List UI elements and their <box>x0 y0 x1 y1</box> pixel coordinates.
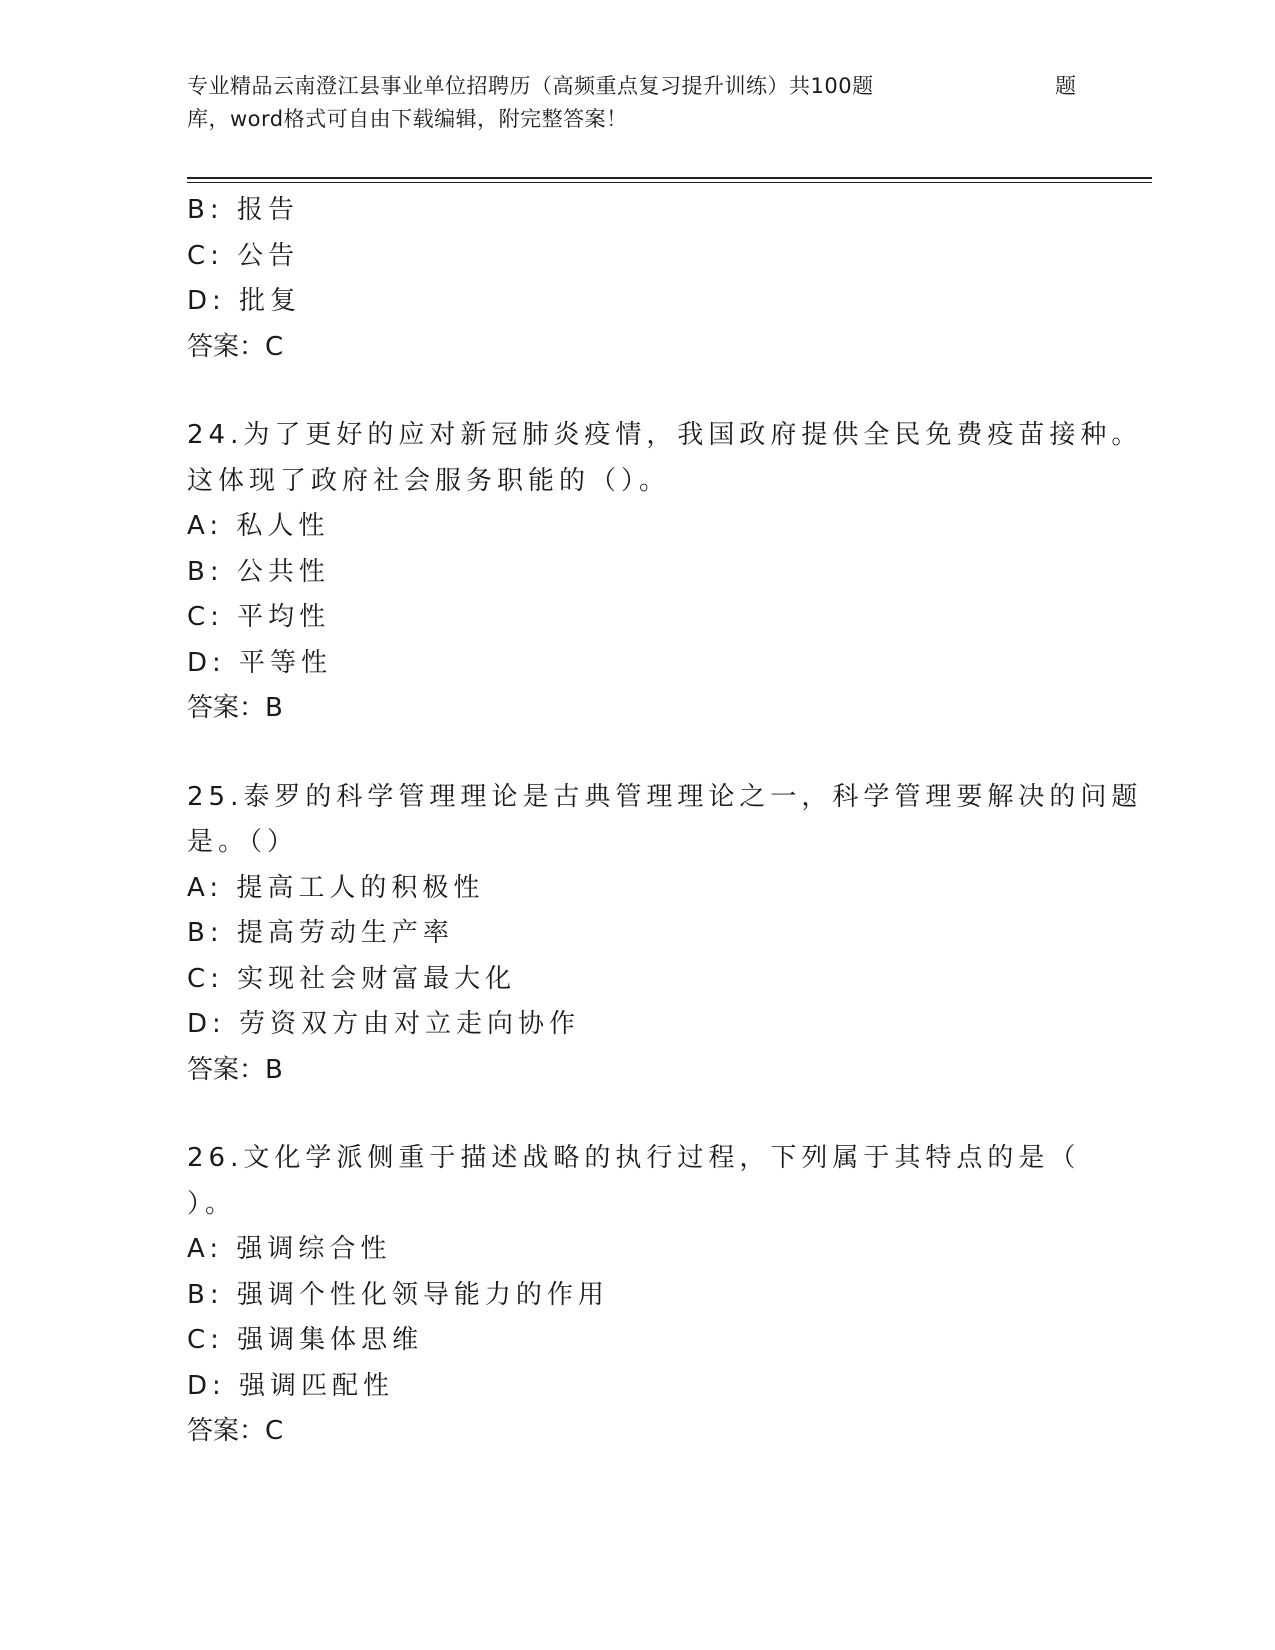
option-b: B: 报告 <box>187 195 299 225</box>
answer-line: 答案：C <box>187 331 284 362</box>
header-title-tail: 题 <box>1055 74 1077 98</box>
question-stem-line-1: 25.泰罗的科学管理理论是古典管理理论之一，科学管理要解决的问题 <box>187 781 1143 812</box>
option-d: D: 平等性 <box>187 647 333 678</box>
option-d: D: 劳资双方由对立走向协作 <box>187 1009 581 1039</box>
question-stem-line-2: 是。（） <box>187 827 299 857</box>
option-c: C: 公告 <box>187 240 300 271</box>
header-divider-thick <box>187 177 1152 179</box>
answer-line: 答案：C <box>187 1416 284 1446</box>
question-spacer <box>187 732 1147 775</box>
answer-line: 答案：B <box>187 1054 283 1085</box>
header-divider-thin <box>187 182 1152 183</box>
option-a: A: 强调综合性 <box>187 1234 392 1264</box>
question-stem-line-2: ）。 <box>187 1188 237 1219</box>
answer-line: 答案：B <box>187 693 283 723</box>
header-title-text: 专业精品云南澄江县事业单位招聘历（高频重点复习提升训练）共100题 <box>187 74 874 98</box>
option-d: D: 批复 <box>187 286 302 316</box>
question-stem-line-2: 这体现了政府社会服务职能的（）。 <box>187 465 671 496</box>
question-spacer <box>187 370 1147 413</box>
option-a: A: 提高工人的积极性 <box>187 872 485 903</box>
question-spacer <box>187 1093 1147 1136</box>
option-b: B: 强调个性化领导能力的作用 <box>187 1279 609 1310</box>
header-title-line-1 <box>187 70 1087 103</box>
option-c: C: 实现社会财富最大化 <box>187 963 517 994</box>
header-title-line-2: 库，word格式可自由下载编辑，附完整答案！ <box>187 107 628 131</box>
question-23-remainder <box>187 188 1147 370</box>
question-stem-line-1: 26.文化学派侧重于描述战略的执行过程，下列属于其特点的是（ <box>187 1143 1081 1173</box>
question-25 <box>187 775 1147 1094</box>
question-24 <box>187 413 1147 732</box>
option-c: C: 平均性 <box>187 602 331 632</box>
option-d: D: 强调匹配性 <box>187 1370 395 1401</box>
question-stem-line-1: 24.为了更好的应对新冠肺炎疫情，我国政府提供全民免费疫苗接种。 <box>187 420 1143 450</box>
option-b: B: 公共性 <box>187 556 330 587</box>
document-body <box>187 188 1147 1455</box>
page-header <box>187 70 1087 136</box>
option-a: A: 私人性 <box>187 511 330 541</box>
option-b: B: 提高劳动生产率 <box>187 918 454 948</box>
question-26 <box>187 1136 1147 1455</box>
option-c: C: 强调集体思维 <box>187 1325 424 1355</box>
